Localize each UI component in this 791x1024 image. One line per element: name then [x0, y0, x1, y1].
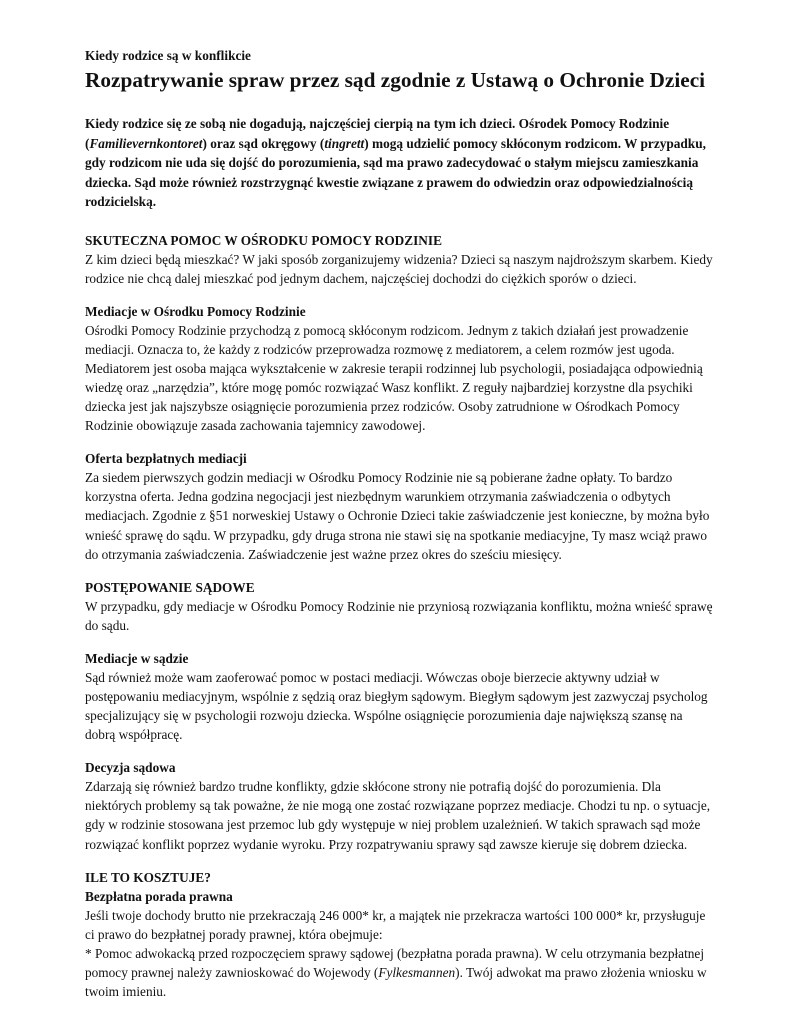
section-heading-koszty: ILE TO KOSZTUJE? — [85, 869, 211, 885]
lead-text-c: ) mogą udzielić pomocy skłóconym rodzicom. W przypadku, gdy rodzicom nie uda się dojść do porozumienia, sąd ma prawo zadecydować o stałym miejscu zamieszkania dziecka. Sąd może również rozstrzygnąć kwestie związane z prawem do odwiedzin oraz odpowiedzialnością rodzicielską. — [85, 135, 706, 209]
section-text-postepowanie: W przypadku, gdy mediacje w Ośrodku Pomocy Rodzinie nie przyniosą rozwiązania konfliktu, można wnieść sprawę do sądu. — [85, 598, 713, 633]
kicker: Kiedy rodzice są w konflikcie — [85, 48, 251, 63]
section-subheading-porada: Bezpłatna porada prawna — [85, 888, 233, 904]
page-title: Rozpatrywanie spraw przez sąd zgodnie z Ustawą o Ochronie Dzieci — [85, 68, 706, 92]
section-text-mediacje-sad: Sąd również może wam zaoferować pomoc w postaci mediacji. Wówczas oboje bierzecie aktywny udział w postępowaniu mediacyjnym, wspólnie z sędzią oraz biegłym sądowym. Biegłym sądowym jest zazwyczaj psycholog specjalizujący się w psychologii rozwoju dziecka. Wspólne osiągnięcie porozumienia daje największą szansę na dobrą współpracę. — [85, 669, 708, 743]
section-heading-decyzja: Decyzja sądowa — [85, 760, 176, 776]
section-heading-postepowanie: POSTĘPOWANIE SĄDOWE — [85, 579, 255, 595]
section-text-mediacje-osrodek: Ośrodki Pomocy Rodzinie przychodzą z pomocą skłóconym rodzicom. Jednym z takich działań jest prowadzenie mediacji. Oznacza to, że każdy z rodziców przeprowadza rozmowę z mediatorem, a celem rozmów jest ugoda. Mediatorem jest osoba mająca wykształcenie w zakresie terapii rodzinnej lub psychologii, posiadająca odpowiednią wiedzę oraz „narzędzia”, które mogę pomóc rozwiązać Wasz konflikt. Z reguły najbardziej korzystne dla psychiki dziecka jest jak najszybsze osiągnięcie porozumienia przez rodziców. Osoby zatrudnione w Ośrodkach Pomocy Rodzinie obowiązuje zasada zachowania tajemnicy zawodowej. — [85, 322, 703, 434]
section-heading-skuteczna-pomoc: SKUTECZNA POMOC W OŚRODKU POMOCY RODZINIE — [85, 232, 442, 248]
lead-term-tingrett: tingrett — [324, 135, 365, 151]
section-heading-mediacje-osrodek: Mediacje w Ośrodku Pomocy Rodzinie — [85, 303, 306, 319]
section-text-porada-2 — [85, 944, 715, 1001]
lead-paragraph — [85, 114, 715, 212]
porada-text-a: * Pomoc adwokacką przed rozpoczęciem sprawy sądowej (bezpłatna porada prawna). W celu otrzymania bezpłatnej pomocy prawnej należy zawnioskować do Wojewody ( — [85, 945, 705, 980]
section-text-skuteczna-pomoc: Z kim dzieci będą mieszkać? W jaki sposób zorganizujemy widzenia? Dzieci są naszym najdroższym skarbem. Kiedy rodzice nie chcą dalej mieszkać pod jednym dachem, najczęściej dochodzi do ciężkich sporów o dzieci. — [85, 251, 713, 286]
section-text-porada-1: Jeśli twoje dochody brutto nie przekraczają 246 000* kr, a majątek nie przekracza wartości 100 000* kr, przysługuje ci prawo do bezpłatnej porady prawnej, która obejmuje: — [85, 907, 706, 942]
section-heading-oferta: Oferta bezpłatnych mediacji — [85, 451, 247, 467]
lead-text-a: Kiedy rodzice się ze sobą nie dogadują, najczęściej cierpią na tym ich dzieci. Ośrodek Pomocy Rodzinie ( — [85, 116, 670, 151]
lead-term-familievernkontoret: Familievernkontoret — [89, 135, 203, 151]
porada-term-fylkesmannen: Fylkesmannen — [378, 964, 456, 980]
porada-text-b: ). Twój adwokat ma prawo złożenia wniosku w twoim imieniu. — [85, 964, 707, 1000]
section-text-oferta: Za siedem pierwszych godzin mediacji w Ośrodku Pomocy Rodzinie nie są pobierane żadne opłaty. To bardzo korzystna oferta. Jedna godzina negocjacji jest niezbędnym warunkiem otrzymania zaświadczenia o odbytych mediacjach. Zgodnie z §51 norweskiej Ustawy o Ochronie Dzieci takie zaświadczenie jest konieczne, by można było wnieść sprawę do sądu. W przypadku, gdy druga strona nie stawi się na spotkanie mediacyjne, Ty masz wciąż prawo do otrzymania zaświadczenia. Zaświadczenie jest ważne przez okres do sześciu miesięcy. — [85, 470, 710, 562]
lead-text-b: ) oraz sąd okręgowy ( — [202, 135, 325, 151]
section-heading-mediacje-sad: Mediacje w sądzie — [85, 650, 189, 666]
document-page — [85, 47, 715, 1001]
section-text-decyzja: Zdarzają się również bardzo trudne konflikty, gdzie skłócone strony nie potrafią dojść do porozumienia. Dla niektórych problemy są tak poważne, że nie mogą one zostać rozwiązane poprzez mediacje. Chodzi tu np. o sytuacje, gdy w rodzinie stosowana jest przemoc lub gdy występuje w niej problem uzależnień. W takich sprawach sąd może rozwiązać konflikt poprzez wydanie wyroku. Przy rozpatrywaniu sprawy sąd zawsze kieruje się dobrem dziecka. — [85, 779, 711, 852]
